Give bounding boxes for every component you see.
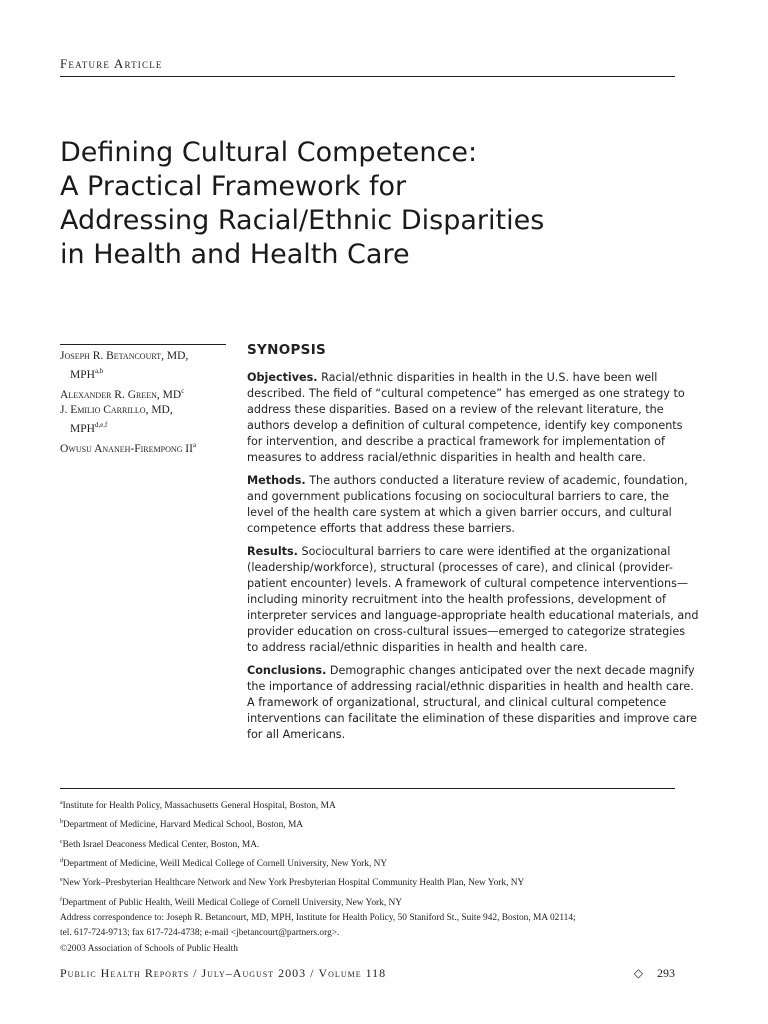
synopsis-conclusions bbox=[247, 663, 698, 743]
author-item bbox=[60, 438, 226, 457]
author-name: Alexander R. Green, MD bbox=[60, 388, 182, 401]
footnote-rule bbox=[60, 788, 675, 789]
copyright: ©2003 Association of Schools of Public Health bbox=[60, 943, 238, 954]
text-line: for intervention, and describe a practical framework for implementation of bbox=[247, 435, 665, 448]
text-line: Objectives. Racial/ethnic disparities in health in the U.S. have been well bbox=[247, 371, 658, 384]
author-item bbox=[60, 403, 226, 438]
title-line: Addressing Racial/Ethnic Disparities bbox=[60, 205, 545, 236]
text-line: the importance of addressing racial/ethnic disparities in health and health care. bbox=[247, 680, 694, 693]
page-number-block bbox=[634, 966, 675, 981]
synopsis-results bbox=[247, 544, 699, 656]
text-line: Results. Sociocultural barriers to care were identified at the organizational bbox=[247, 545, 671, 558]
author-name: Owusu Ananeh-Firempong II bbox=[60, 442, 193, 455]
running-footer: Public Health Reports / July–August 2003 / Volume 118 bbox=[60, 966, 387, 980]
author-name: Joseph R. Betancourt, MD, bbox=[60, 350, 189, 362]
text-line: and government publications focusing on sociocultural barriers to care, the bbox=[247, 490, 670, 503]
volume: Volume 118 bbox=[318, 966, 387, 980]
text-line: for all Americans. bbox=[247, 728, 346, 741]
diamond-icon: ◇ bbox=[633, 966, 643, 980]
synopsis-methods bbox=[247, 473, 688, 537]
section-label: Conclusions. bbox=[247, 664, 327, 677]
text-line: described. The field of “cultural competence” has emerged as one strategy to bbox=[247, 387, 685, 400]
author-item bbox=[60, 384, 226, 403]
text-line: including minority recruitment into the health professions, development of bbox=[247, 593, 666, 606]
affiliation-footnote: $^b$Department of Medicine, Harvard Medical School, Boston, MA bbox=[60, 819, 304, 831]
author-name: J. Emilio Carrillo, MD, bbox=[60, 403, 173, 416]
text-line: interventions can facilitate the elimination of these disparities and improve care bbox=[247, 712, 698, 725]
section-label: Feature Article bbox=[60, 56, 163, 71]
text-line: provider education on cross-cultural issues—emerged to categorize strategies bbox=[247, 625, 686, 638]
text-line: measures to address racial/ethnic disparities in health and health care. bbox=[247, 451, 646, 464]
text-line: patient encounter) levels. A framework of cultural competence interventions— bbox=[247, 577, 689, 590]
affiliation-footnote: $^a$Institute for Health Policy, Massachusetts General Hospital, Boston, MA bbox=[60, 800, 336, 812]
section-label: Results. bbox=[247, 545, 298, 558]
author-degree: MPH$^{a,b}$ bbox=[70, 367, 104, 382]
text-line: competence efforts that address these barriers. bbox=[247, 522, 515, 535]
author-degree: MPH$^{d,e,f}$ bbox=[70, 421, 108, 436]
text-line: A framework of organizational, structural, and clinical cultural competence bbox=[247, 696, 667, 709]
journal-name: Public Health Reports bbox=[60, 966, 190, 980]
author-item bbox=[60, 349, 226, 384]
text-line: authors develop a definition of cultural competence, identify key components bbox=[247, 419, 683, 432]
section-label: Objectives. bbox=[247, 371, 318, 384]
synopsis-objectives bbox=[247, 370, 685, 466]
text-line: Methods. The authors conducted a literature review of academic, foundation, bbox=[247, 474, 688, 487]
issue-date: July–August 2003 bbox=[201, 966, 307, 980]
section-label: Methods. bbox=[247, 474, 306, 487]
affiliation-mark: a,b bbox=[94, 367, 104, 376]
footnotes bbox=[60, 795, 680, 957]
affiliation-mark: a bbox=[192, 440, 197, 449]
title-line: A Practical Framework for bbox=[60, 171, 407, 202]
affiliation-footnote: $^f$Department of Public Health, Weill Medical College of Cornell University, New York, NY bbox=[60, 896, 403, 908]
text-line: Conclusions. Demographic changes anticipated over the next decade magnify bbox=[247, 664, 695, 677]
header-rule bbox=[60, 76, 675, 77]
page-number: 293 bbox=[657, 966, 675, 980]
text-line: to address racial/ethnic disparities in health and health care. bbox=[247, 641, 588, 654]
text-line: level of the health care system at which a given barrier occurs, and cultural bbox=[247, 506, 672, 519]
text-line: address these disparities. Based on a review of the relevant literature, the bbox=[247, 403, 664, 416]
article-title bbox=[60, 136, 680, 272]
synopsis bbox=[247, 342, 699, 750]
correspondence-line: tel. 617-724-9713; fax 617-724-4738; e-mail <jbetancourt@partners.org>. bbox=[60, 928, 340, 939]
correspondence-line: Address correspondence to: Joseph R. Betancourt, MD, MPH, Institute for Health Policy, 50 Staniford St., Suite 942, Boston, MA 02114; bbox=[60, 912, 576, 923]
title-line: in Health and Health Care bbox=[60, 239, 410, 270]
affiliation-footnote: $^c$Beth Israel Deaconess Medical Center, Boston, MA. bbox=[60, 838, 260, 850]
affiliation-mark: c bbox=[181, 386, 185, 395]
text-line: interpreter services and language-appropriate health educational materials, and bbox=[247, 609, 699, 622]
author-list bbox=[60, 344, 226, 457]
text-line: (leadership/workforce), structural (processes of care), and clinical (provider- bbox=[247, 561, 673, 574]
affiliation-mark: d,e,f bbox=[94, 421, 108, 430]
title-line: Defining Cultural Competence: bbox=[60, 137, 478, 168]
synopsis-heading: SYNOPSIS bbox=[247, 342, 327, 358]
affiliation-footnote: $^e$New York–Presbyterian Healthcare Network and New York Presbyterian Hospital Community Health Plan, New York, NY bbox=[60, 877, 525, 889]
affiliation-footnote: $^d$Department of Medicine, Weill Medical College of Cornell University, New York, NY bbox=[60, 857, 388, 870]
